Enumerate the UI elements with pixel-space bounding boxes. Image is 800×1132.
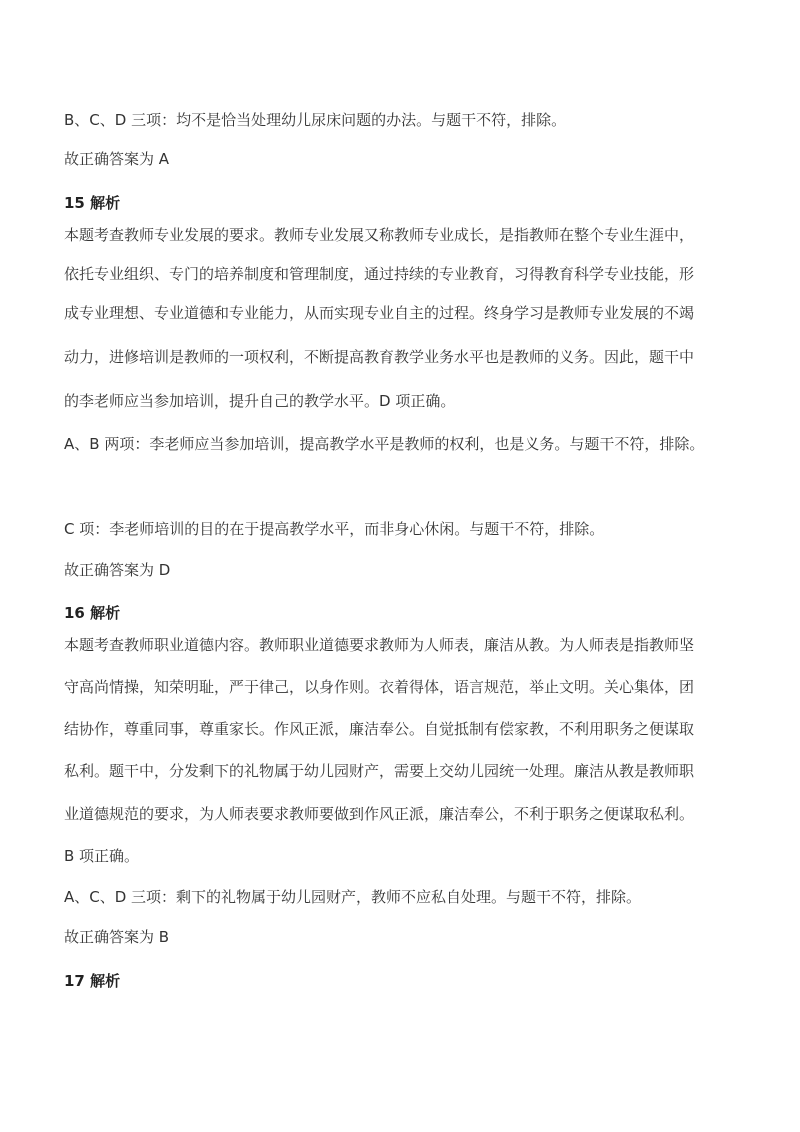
q15-ab-note: A、B 两项：李老师应当参加培训，提高教学水平是教师的权利，也是义务。与题干不符，排除。 [64, 435, 705, 453]
q15-line-5: 的李老师应当参加培训，提升自己的教学水平。D 项正确。 [64, 392, 456, 410]
q15-line-4: 动力，进修培训是教师的一项权利，不断提高教育教学业务水平也是教师的义务。因此，题干中 [64, 348, 695, 366]
q16-line-4: 私利。题干中，分发剩下的礼物属于幼儿园财产，需要上交幼儿园统一处理。廉洁从教是教师职 [64, 762, 695, 780]
q16-line-6: B 项正确。 [64, 847, 140, 865]
q16-line-1: 本题考查教师职业道德内容。教师职业道德要求教师为人师表，廉洁从教。为人师表是指教师坚 [64, 636, 695, 654]
q14-bcd-note: B、C、D 三项：均不是恰当处理幼儿尿床问题的办法。与题干不符，排除。 [64, 111, 567, 129]
q16-line-2: 守高尚情操，知荣明耻，严于律己，以身作则。衣着得体，语言规范，举止文明。关心集体，团 [64, 678, 695, 696]
q15-answer: 故正确答案为 D [64, 561, 171, 579]
q16-line-5: 业道德规范的要求，为人师表要求教师要做到作风正派，廉洁奉公，不利于职务之便谋取私利。 [64, 805, 695, 823]
q16-heading: 16 解析 [64, 604, 121, 622]
q15-c-note: C 项：李老师培训的目的在于提高教学水平，而非身心休闲。与题干不符，排除。 [64, 520, 605, 538]
q15-line-1: 本题考查教师专业发展的要求。教师专业发展又称教师专业成长，是指教师在整个专业生涯中， [64, 226, 695, 244]
q16-answer: 故正确答案为 B [64, 928, 170, 946]
q15-heading: 15 解析 [64, 194, 121, 212]
q14-answer: 故正确答案为 A [64, 150, 170, 168]
q16-acd-note: A、C、D 三项：剩下的礼物属于幼儿园财产，教师不应私自处理。与题干不符，排除。 [64, 888, 642, 906]
q17-heading: 17 解析 [64, 972, 121, 990]
q16-line-3: 结协作，尊重同事，尊重家长。作风正派，廉洁奉公。自觉抵制有偿家教，不利用职务之便谋取 [64, 720, 695, 738]
q15-line-3: 成专业理想、专业道德和专业能力，从而实现专业自主的过程。终身学习是教师专业发展的不竭 [64, 304, 695, 322]
q15-line-2: 依托专业组织、专门的培养制度和管理制度，通过持续的专业教育，习得教育科学专业技能，形 [64, 265, 695, 283]
